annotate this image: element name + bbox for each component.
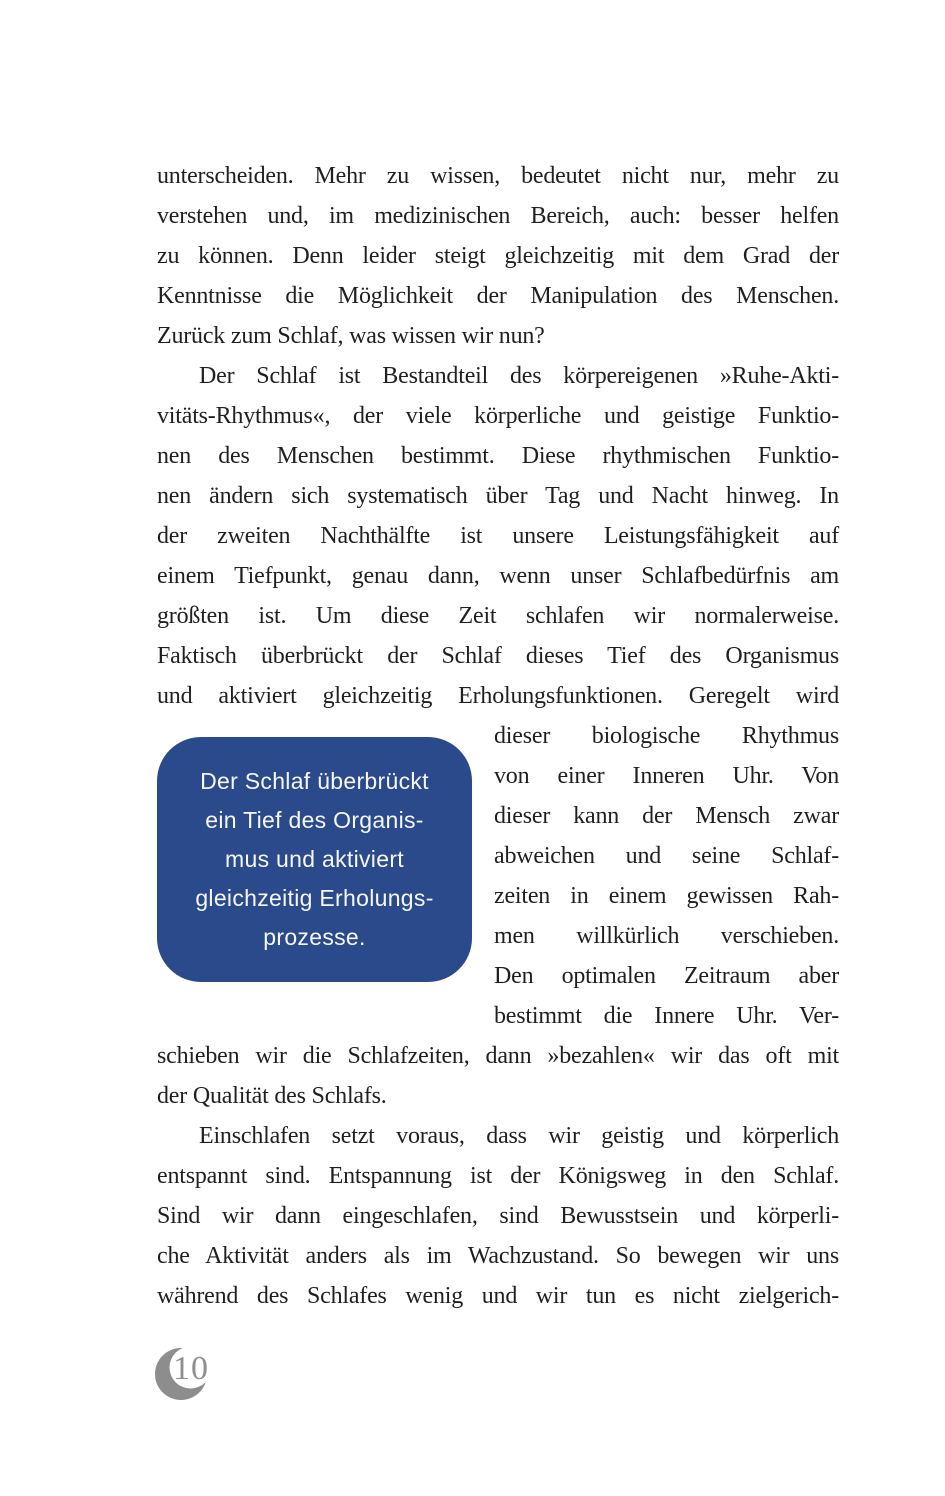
paragraph-1 [157, 156, 839, 356]
text-line: während des Schlafes wenig und wir tun es nicht zielgerich- [157, 1283, 839, 1309]
paragraph-2-continued [157, 1036, 839, 1116]
text-line: dieser kann der Mensch zwar [494, 803, 839, 829]
paragraph-3 [157, 1116, 839, 1316]
text-line: der zweiten Nachthälfte ist unsere Leistungsfähigkeit auf [157, 523, 839, 549]
callout-wrap-row [157, 716, 839, 1036]
page-footer [154, 1346, 234, 1406]
paragraph-2-wrapped [494, 716, 839, 1036]
text-line: schieben wir die Schlafzeiten, dann »bezahlen« wir das oft mit [157, 1043, 839, 1069]
text-line: Kenntnisse die Möglichkeit der Manipulation des Menschen. [157, 283, 839, 309]
body-text [157, 156, 839, 1316]
text-line: dieser biologische Rhythmus [494, 723, 839, 749]
text-line: zeiten in einem gewissen Rah- [494, 883, 839, 909]
text-line: men willkürlich verschieben. [494, 923, 839, 949]
text-line: einem Tiefpunkt, genau dann, wenn unser Schlafbedürfnis am [157, 563, 839, 589]
text-line: größten ist. Um diese Zeit schlafen wir normalerweise. [157, 603, 839, 629]
text-line: nen ändern sich systematisch über Tag und Nacht hinweg. In [157, 483, 839, 509]
text-line: prozesse. [263, 924, 366, 950]
text-line: zu können. Denn leider steigt gleichzeitig mit dem Grad der [157, 243, 839, 269]
text-line: bestimmt die Innere Uhr. Ver- [494, 1003, 839, 1029]
text-line: Faktisch überbrückt der Schlaf dieses Tief des Organismus [157, 643, 839, 669]
text-line: Sind wir dann eingeschlafen, sind Bewusstsein und körperli- [157, 1203, 839, 1229]
callout-box [157, 737, 472, 982]
text-line: Der Schlaf ist Bestandteil des körpereigenen »Ruhe-Akti- [199, 363, 839, 389]
text-line: mus und aktiviert [225, 846, 404, 872]
callout-text [157, 762, 472, 957]
text-line: vitäts-Rhythmus«, der viele körperliche und geistige Funktio- [157, 403, 839, 429]
text-line: verstehen und, im medizinischen Bereich, auch: besser helfen [157, 203, 839, 229]
text-line: und aktiviert gleichzeitig Erholungsfunktionen. Geregelt wird [157, 683, 839, 709]
text-line: gleichzeitig Erholungs- [195, 885, 434, 911]
text-line: ein Tief des Organis- [205, 807, 424, 833]
text-line: von einer Inneren Uhr. Von [494, 763, 839, 789]
paragraph-2 [157, 356, 839, 716]
text-line: Den optimalen Zeitraum aber [494, 963, 839, 989]
text-line: che Aktivität anders als im Wachzustand. So bewegen wir uns [157, 1243, 839, 1269]
text-line: unterscheiden. Mehr zu wissen, bedeutet nicht nur, mehr zu [157, 163, 839, 189]
text-line: abweichen und seine Schlaf- [494, 843, 839, 869]
text-line: entspannt sind. Entspannung ist der Königsweg in den Schlaf. [157, 1163, 839, 1189]
text-line: Der Schlaf überbrückt [200, 768, 429, 794]
text-line: nen des Menschen bestimmt. Diese rhythmischen Funktio- [157, 443, 839, 469]
page-number: 10 [173, 1350, 209, 1387]
text-line: Einschlafen setzt voraus, dass wir geistig und körperlich [199, 1123, 839, 1149]
text-line: der Qualität des Schlafs. [157, 1083, 387, 1109]
text-line: Zurück zum Schlaf, was wissen wir nun? [157, 323, 545, 349]
